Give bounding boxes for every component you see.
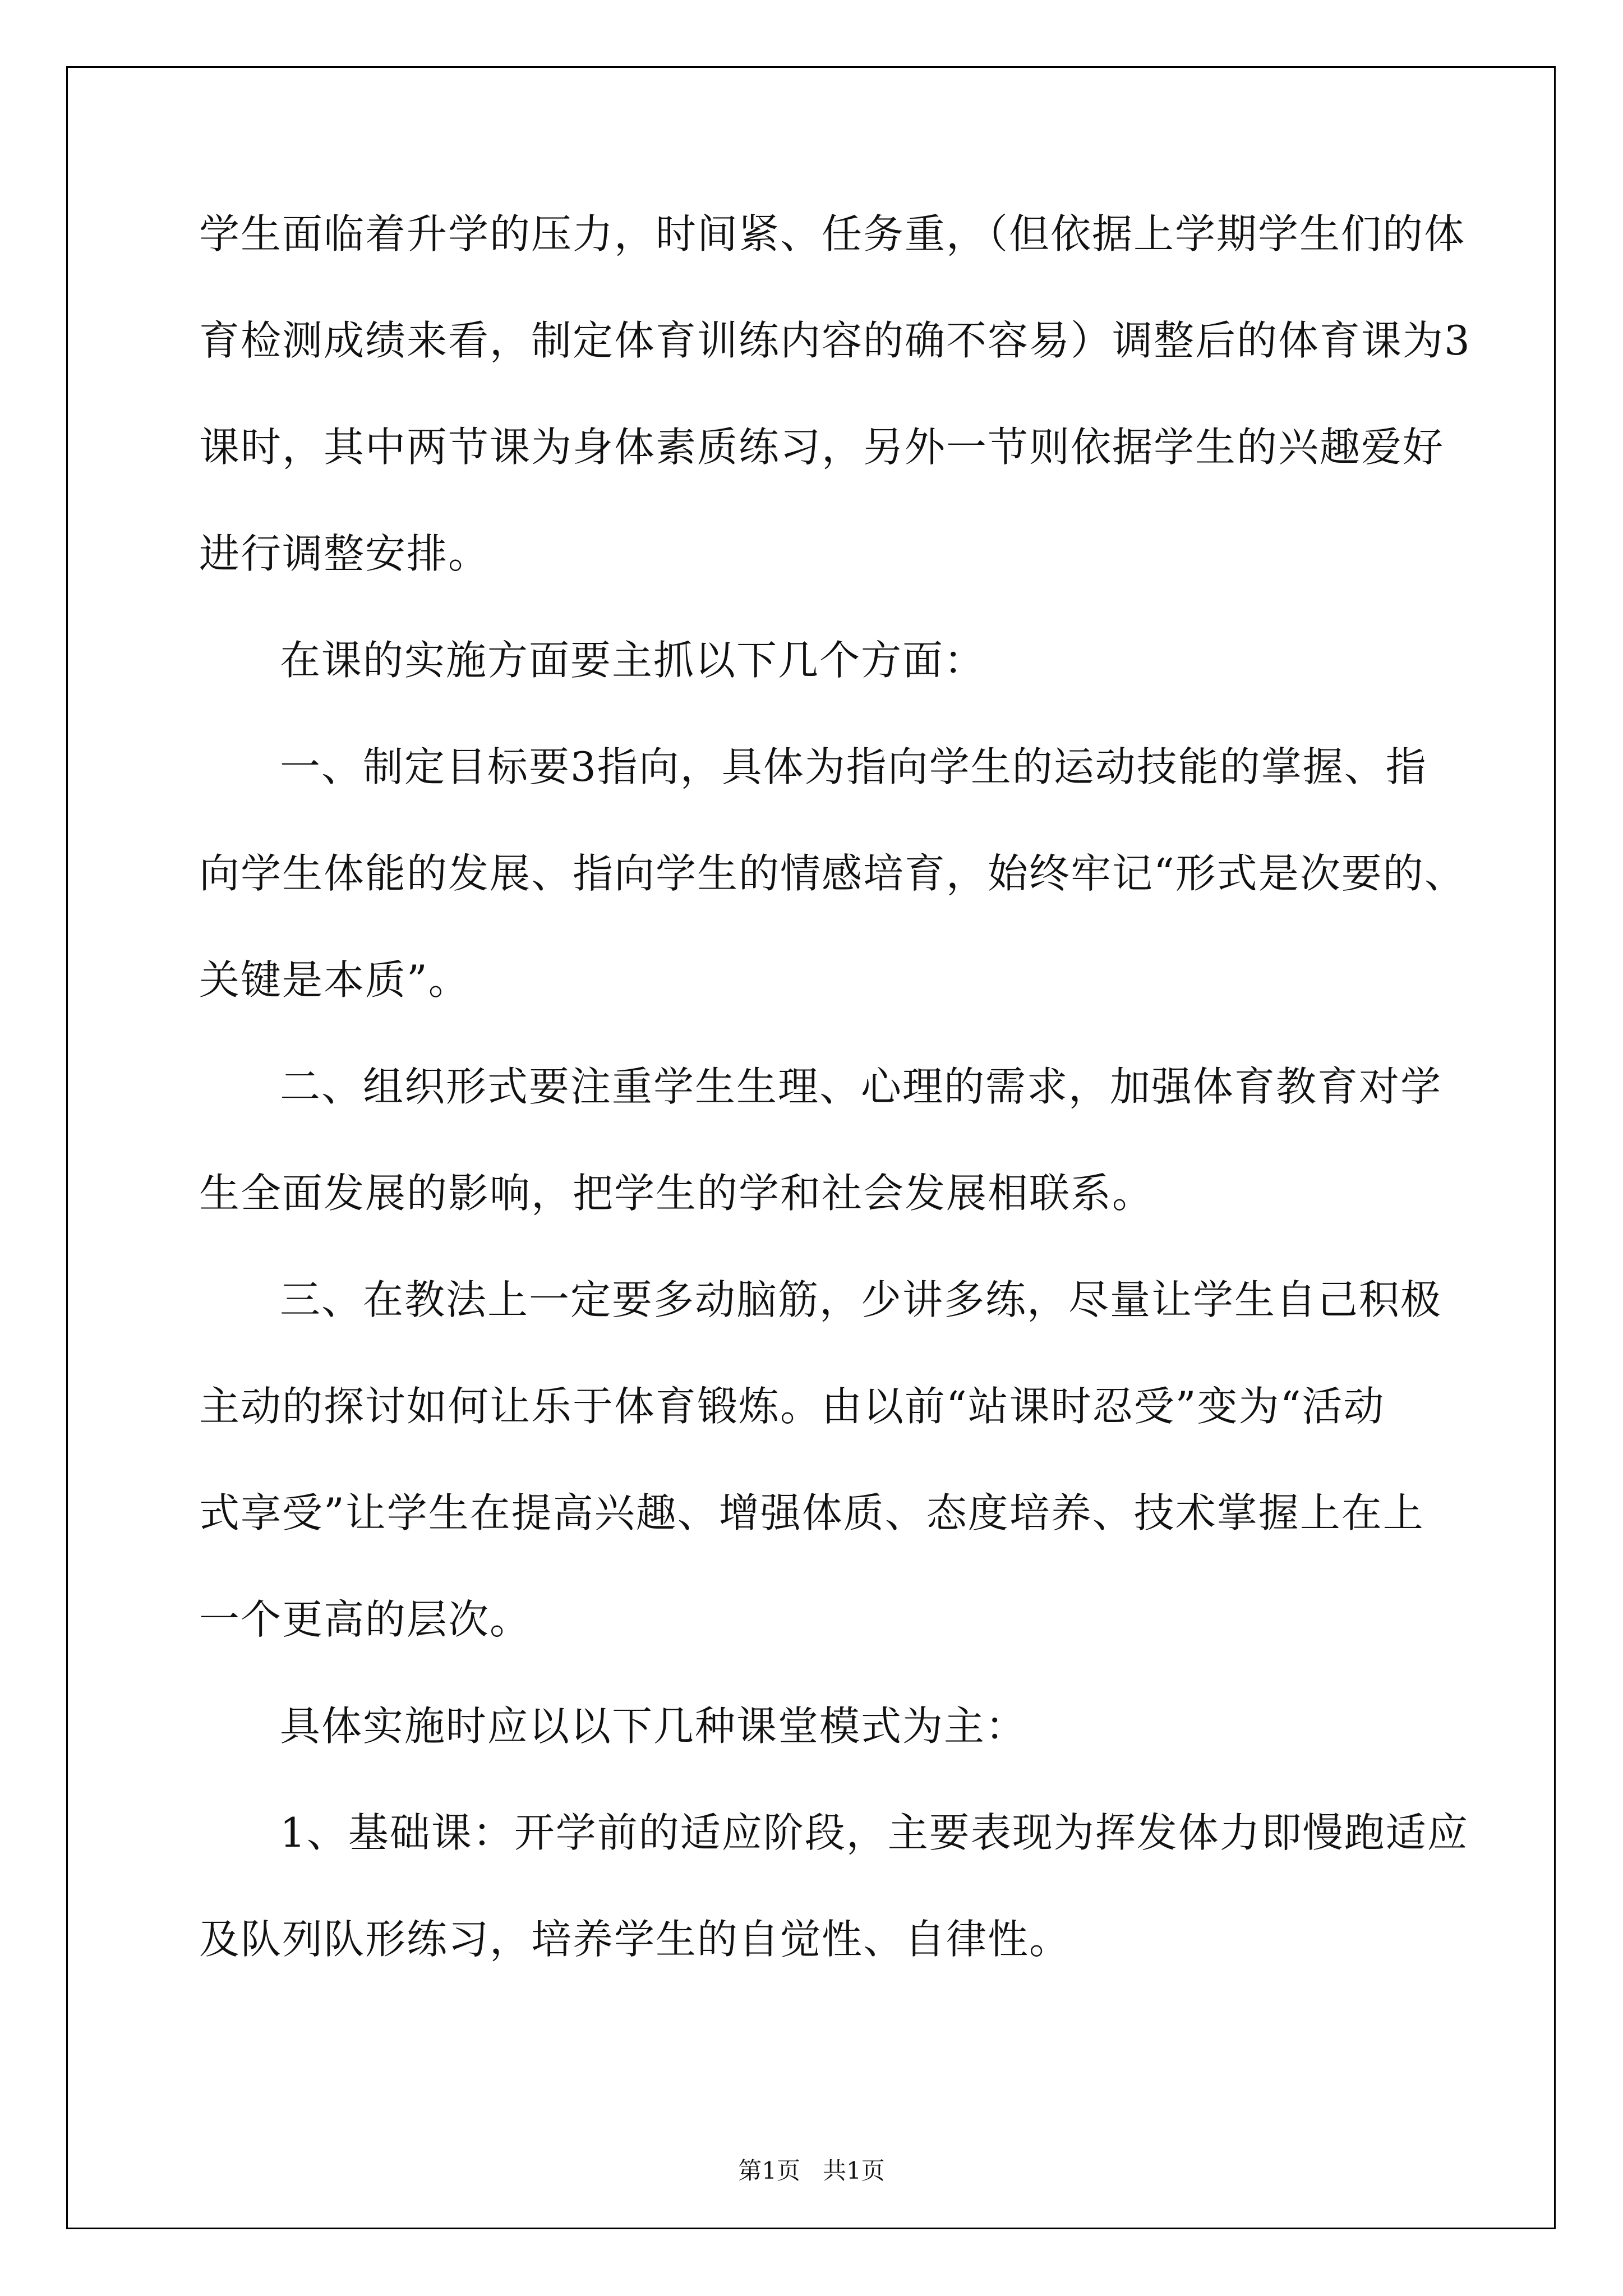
text-line: 向学生体能的发展、指向学生的情感培育，始终牢记“形式是次要的、 [199, 850, 1466, 897]
paragraph-first-line: 二、组织形式要注重学生生理、心理的需求，加强体育教育对学 [280, 1063, 1442, 1110]
text-line: 育检测成绩来看，制定体育训练内容的确不容易）调整后的体育课为3 [199, 317, 1471, 364]
paragraph-first-line: 具体实施时应以以下几种课堂模式为主： [280, 1703, 1027, 1750]
paragraph-first-line: 一、制定目标要3指向，具体为指向学生的运动技能的掌握、指 [280, 743, 1427, 790]
paragraph-first-line: 1、基础课：开学前的适应阶段，主要表现为挥发体力即慢跑适应 [280, 1809, 1469, 1856]
text-line: 进行调整安排。 [199, 530, 490, 577]
text-line: 学生面临着升学的压力，时间紧、任务重，（但依据上学期学生们的体 [199, 210, 1466, 257]
page-number-footer: 第1页 共1页 [738, 2157, 885, 2184]
text-line: 生全面发展的影响，把学生的学和社会发展相联系。 [199, 1170, 1154, 1217]
paragraph-first-line: 在课的实施方面要主抓以下几个方面： [280, 637, 986, 684]
text-line: 及队列队形练习，培养学生的自觉性、自律性。 [199, 1916, 1071, 1963]
paragraph-first-line: 三、在教法上一定要多动脑筋，少讲多练，尽量让学生自己积极 [280, 1276, 1442, 1323]
text-line: 式享受”让学生在提高兴趣、增强体质、态度培养、技术掌握上在上 [199, 1489, 1424, 1536]
text-line: 课时，其中两节课为身体素质练习，另外一节则依据学生的兴趣爱好 [199, 424, 1445, 471]
document-body [199, 208, 1471, 1966]
text-line: 主动的探讨如何让乐于体育锻炼。由以前“站课时忍受”变为“活动 [199, 1383, 1385, 1430]
text-line: 关键是本质”。 [199, 956, 470, 1004]
text-line: 一个更高的层次。 [199, 1596, 532, 1643]
